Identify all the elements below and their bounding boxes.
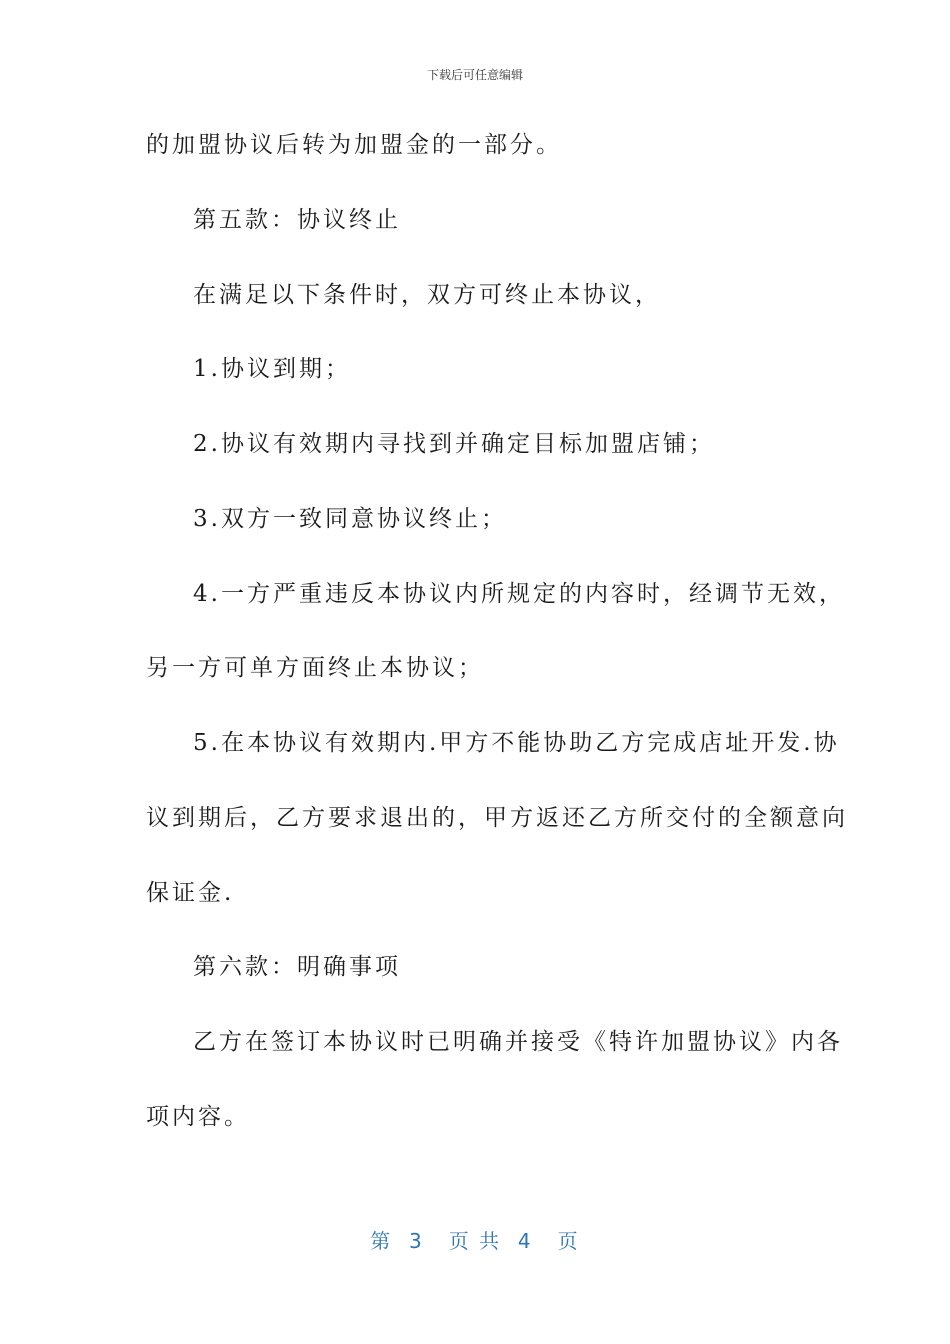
- body-line: 议到期后，乙方要求退出的，甲方返还乙方所交付的全额意向: [146, 805, 848, 831]
- body-line: 另一方可单方面终止本协议；: [146, 655, 484, 681]
- body-line: 保证金.: [146, 880, 235, 906]
- section-heading: 第五款：协议终止: [193, 207, 401, 233]
- list-item: 1.协议到期；: [193, 356, 351, 382]
- body-line: 乙方在签订本协议时已明确并接受《特许加盟协议》内各: [193, 1029, 843, 1055]
- header-note: 下载后可任意编辑: [426, 68, 523, 82]
- body-line: 项内容。: [146, 1104, 250, 1130]
- body-line: 在满足以下条件时，双方可终止本协议，: [193, 282, 661, 308]
- list-item: 5.在本协议有效期内.甲方不能协助乙方完成店址开发.协: [193, 730, 840, 756]
- list-item: 3.双方一致同意协议终止；: [193, 506, 507, 532]
- list-item: 4.一方严重违反本协议内所规定的内容时，经调节无效，: [193, 581, 845, 607]
- section-heading: 第六款：明确事项: [193, 954, 401, 980]
- page-number: 第 3 页 共 4 页: [370, 1229, 580, 1253]
- list-item: 2.协议有效期内寻找到并确定目标加盟店铺；: [193, 431, 715, 457]
- body-line: 的加盟协议后转为加盟金的一部分。: [146, 132, 562, 158]
